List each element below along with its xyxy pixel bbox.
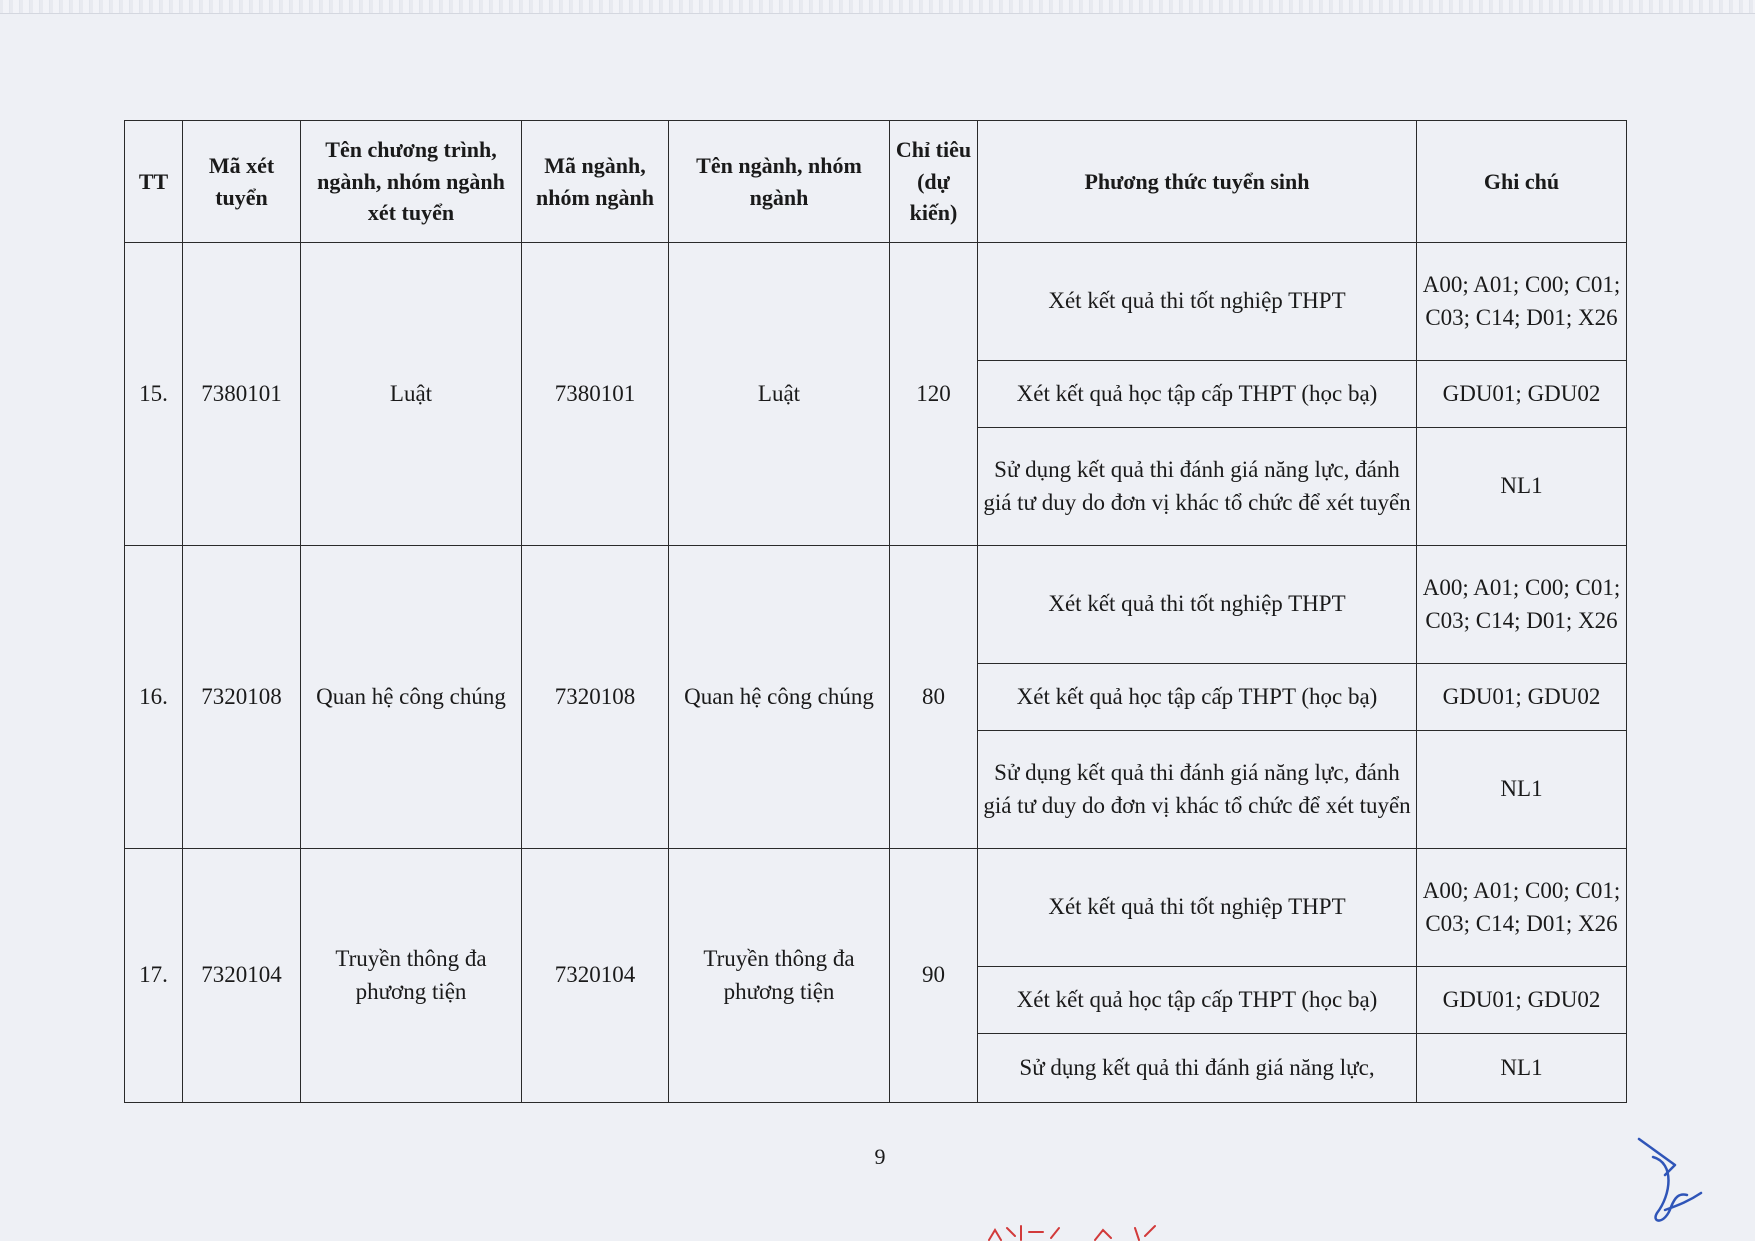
cell-ten-nganh: Luật xyxy=(669,243,890,546)
header-tt: TT xyxy=(125,121,183,243)
cell-method: Sử dụng kết quả thi đánh giá năng lực, xyxy=(978,1034,1417,1103)
cell-ten-chuong-trinh: Truyền thông đa phương tiện xyxy=(301,849,522,1103)
cell-note: A00; A01; C00; C01; C03; C14; D01; X26 xyxy=(1417,546,1627,664)
signature-icon xyxy=(1635,1135,1705,1230)
admissions-table xyxy=(124,120,1627,1103)
cell-method: Xét kết quả học tập cấp THPT (học bạ) xyxy=(978,967,1417,1034)
scan-artifact-line xyxy=(0,13,1755,14)
cell-method: Xét kết quả thi tốt nghiệp THPT xyxy=(978,243,1417,361)
header-ghi-chu: Ghi chú xyxy=(1417,121,1627,243)
stamp-fragment-icon xyxy=(985,1222,1185,1241)
header-ma-nganh: Mã ngành, nhóm ngành xyxy=(522,121,669,243)
cell-ma-xet-tuyen: 7320108 xyxy=(183,546,301,849)
cell-note: NL1 xyxy=(1417,1034,1627,1103)
cell-method: Sử dụng kết quả thi đánh giá năng lực, đánh giá tư duy do đơn vị khác tổ chức để xét tuyển xyxy=(978,731,1417,849)
cell-tt: 16. xyxy=(125,546,183,849)
cell-note: NL1 xyxy=(1417,731,1627,849)
cell-ma-nganh: 7320108 xyxy=(522,546,669,849)
cell-ten-chuong-trinh: Quan hệ công chúng xyxy=(301,546,522,849)
page-number: 9 xyxy=(874,1144,886,1169)
cell-note: A00; A01; C00; C01; C03; C14; D01; X26 xyxy=(1417,849,1627,967)
cell-ma-nganh: 7380101 xyxy=(522,243,669,546)
cell-chi-tieu: 120 xyxy=(890,243,978,546)
cell-method: Xét kết quả học tập cấp THPT (học bạ) xyxy=(978,361,1417,428)
cell-note: GDU01; GDU02 xyxy=(1417,967,1627,1034)
cell-method: Xét kết quả thi tốt nghiệp THPT xyxy=(978,849,1417,967)
cell-chi-tieu: 90 xyxy=(890,849,978,1103)
table-row xyxy=(125,243,1627,361)
cell-tt: 17. xyxy=(125,849,183,1103)
cell-tt: 15. xyxy=(125,243,183,546)
cell-note: NL1 xyxy=(1417,428,1627,546)
cell-ten-chuong-trinh: Luật xyxy=(301,243,522,546)
table-row xyxy=(125,546,1627,664)
cell-chi-tieu: 80 xyxy=(890,546,978,849)
header-chi-tieu: Chỉ tiêu (dự kiến) xyxy=(890,121,978,243)
cell-note: GDU01; GDU02 xyxy=(1417,361,1627,428)
table-row xyxy=(125,849,1627,967)
header-ten-nganh: Tên ngành, nhóm ngành xyxy=(669,121,890,243)
cell-ma-nganh: 7320104 xyxy=(522,849,669,1103)
cell-ten-nganh: Truyền thông đa phương tiện xyxy=(669,849,890,1103)
scan-artifact-top xyxy=(0,0,1755,14)
cell-note: GDU01; GDU02 xyxy=(1417,664,1627,731)
cell-method: Xét kết quả thi tốt nghiệp THPT xyxy=(978,546,1417,664)
cell-method: Xét kết quả học tập cấp THPT (học bạ) xyxy=(978,664,1417,731)
header-phuong-thuc: Phương thức tuyển sinh xyxy=(978,121,1417,243)
cell-note: A00; A01; C00; C01; C03; C14; D01; X26 xyxy=(1417,243,1627,361)
cell-ma-xet-tuyen: 7320104 xyxy=(183,849,301,1103)
header-ma-xet-tuyen: Mã xét tuyển xyxy=(183,121,301,243)
cell-ten-nganh: Quan hệ công chúng xyxy=(669,546,890,849)
cell-method: Sử dụng kết quả thi đánh giá năng lực, đánh giá tư duy do đơn vị khác tổ chức để xét tuyển xyxy=(978,428,1417,546)
header-ten-chuong-trinh: Tên chương trình, ngành, nhóm ngành xét tuyển xyxy=(301,121,522,243)
cell-ma-xet-tuyen: 7380101 xyxy=(183,243,301,546)
header-row xyxy=(125,121,1627,243)
